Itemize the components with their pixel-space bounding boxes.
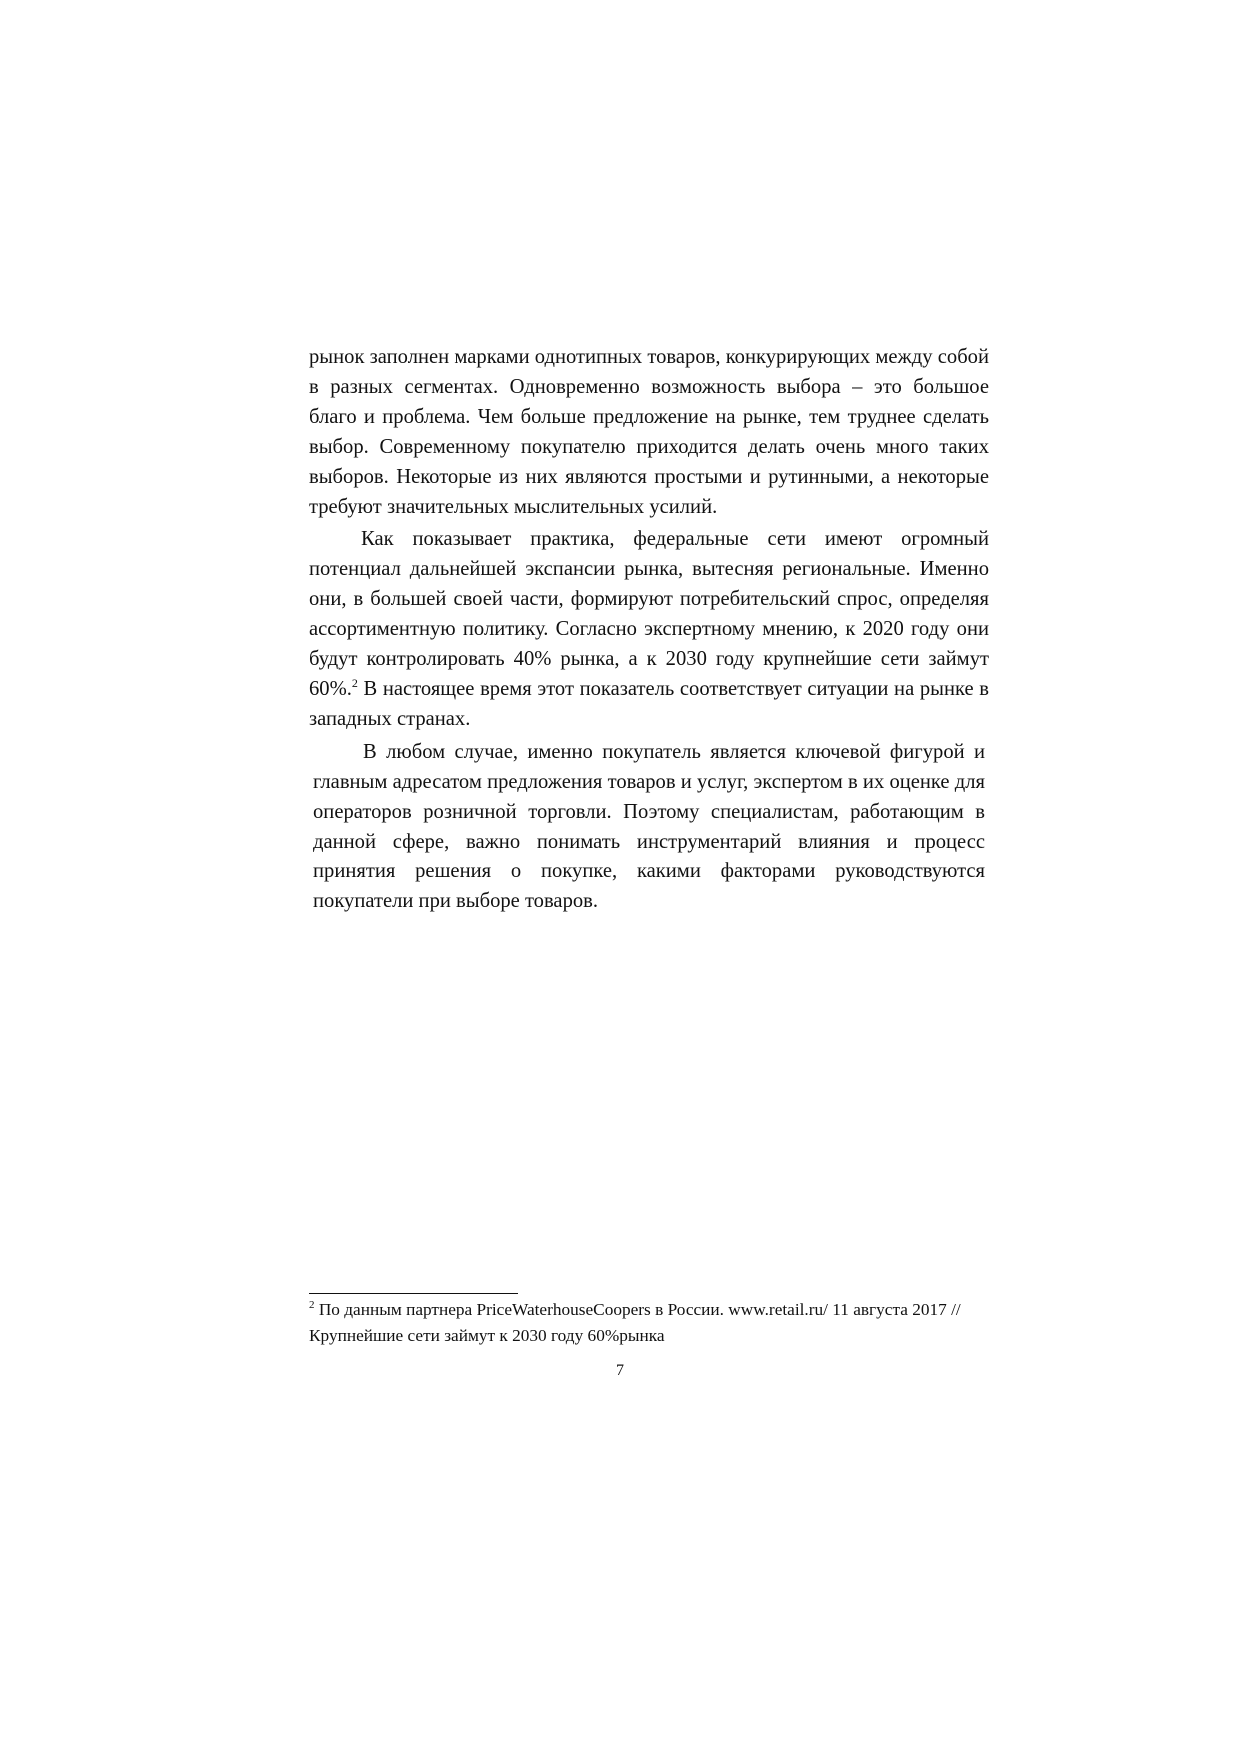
- main-text: [309, 343, 989, 917]
- footnote-text: По данным партнера PriceWaterhouseCoopers в России. www.retail.ru/ 11 августа 2017 //Крупнейшие сети займут к 2030 году 60%рынка: [309, 1300, 961, 1345]
- paragraph-1: рынок заполнен марками однотипных товаров, конкурирующих между собой в разных сегментах. Одновременно возможность выбора – это большое благо и проблема. Чем больше предложение на рынке, тем труднее сделать выбор. Современному покупателю приходится делать очень много таких выборов. Некоторые из них являются простыми и рутинными, а некоторые требуют значительных мыслительных усилий.: [309, 346, 989, 518]
- paragraph-2-text-before: Как показывает практика, федеральные сети имеют огромный потенциал дальнейшей экспансии рынка, вытесняя региональные. Именно они, в большей своей части, формируют потребительский спрос, определяя ассортиментную политику. Согласно экспертному мнению, к 2020 году они будут контролировать 40% рынка, а к 2030 году крупнейшие сети займут 60%.: [309, 528, 989, 700]
- paragraph-3: В любом случае, именно покупатель является ключевой фигурой и главным адресатом предложения товаров и услуг, экспертом в их оценке для операторов розничной торговли. Поэтому специалистам, работающим в данной сфере, важно понимать инструментарий влияния и процесс принятия решения о покупке, какими факторами руководствуются покупатели при выборе товаров.: [313, 740, 985, 913]
- paragraph-2: [309, 525, 989, 734]
- page-number: 7: [616, 1362, 624, 1379]
- footnote-reference[interactable]: 2: [351, 676, 358, 691]
- footnote-number: 2: [309, 1299, 315, 1312]
- footnote: [309, 1297, 989, 1349]
- paragraph-2-text-after: В настоящее время этот показатель соответствует ситуации на рынке в западных странах.: [309, 677, 989, 730]
- footnote-separator: [309, 1293, 518, 1294]
